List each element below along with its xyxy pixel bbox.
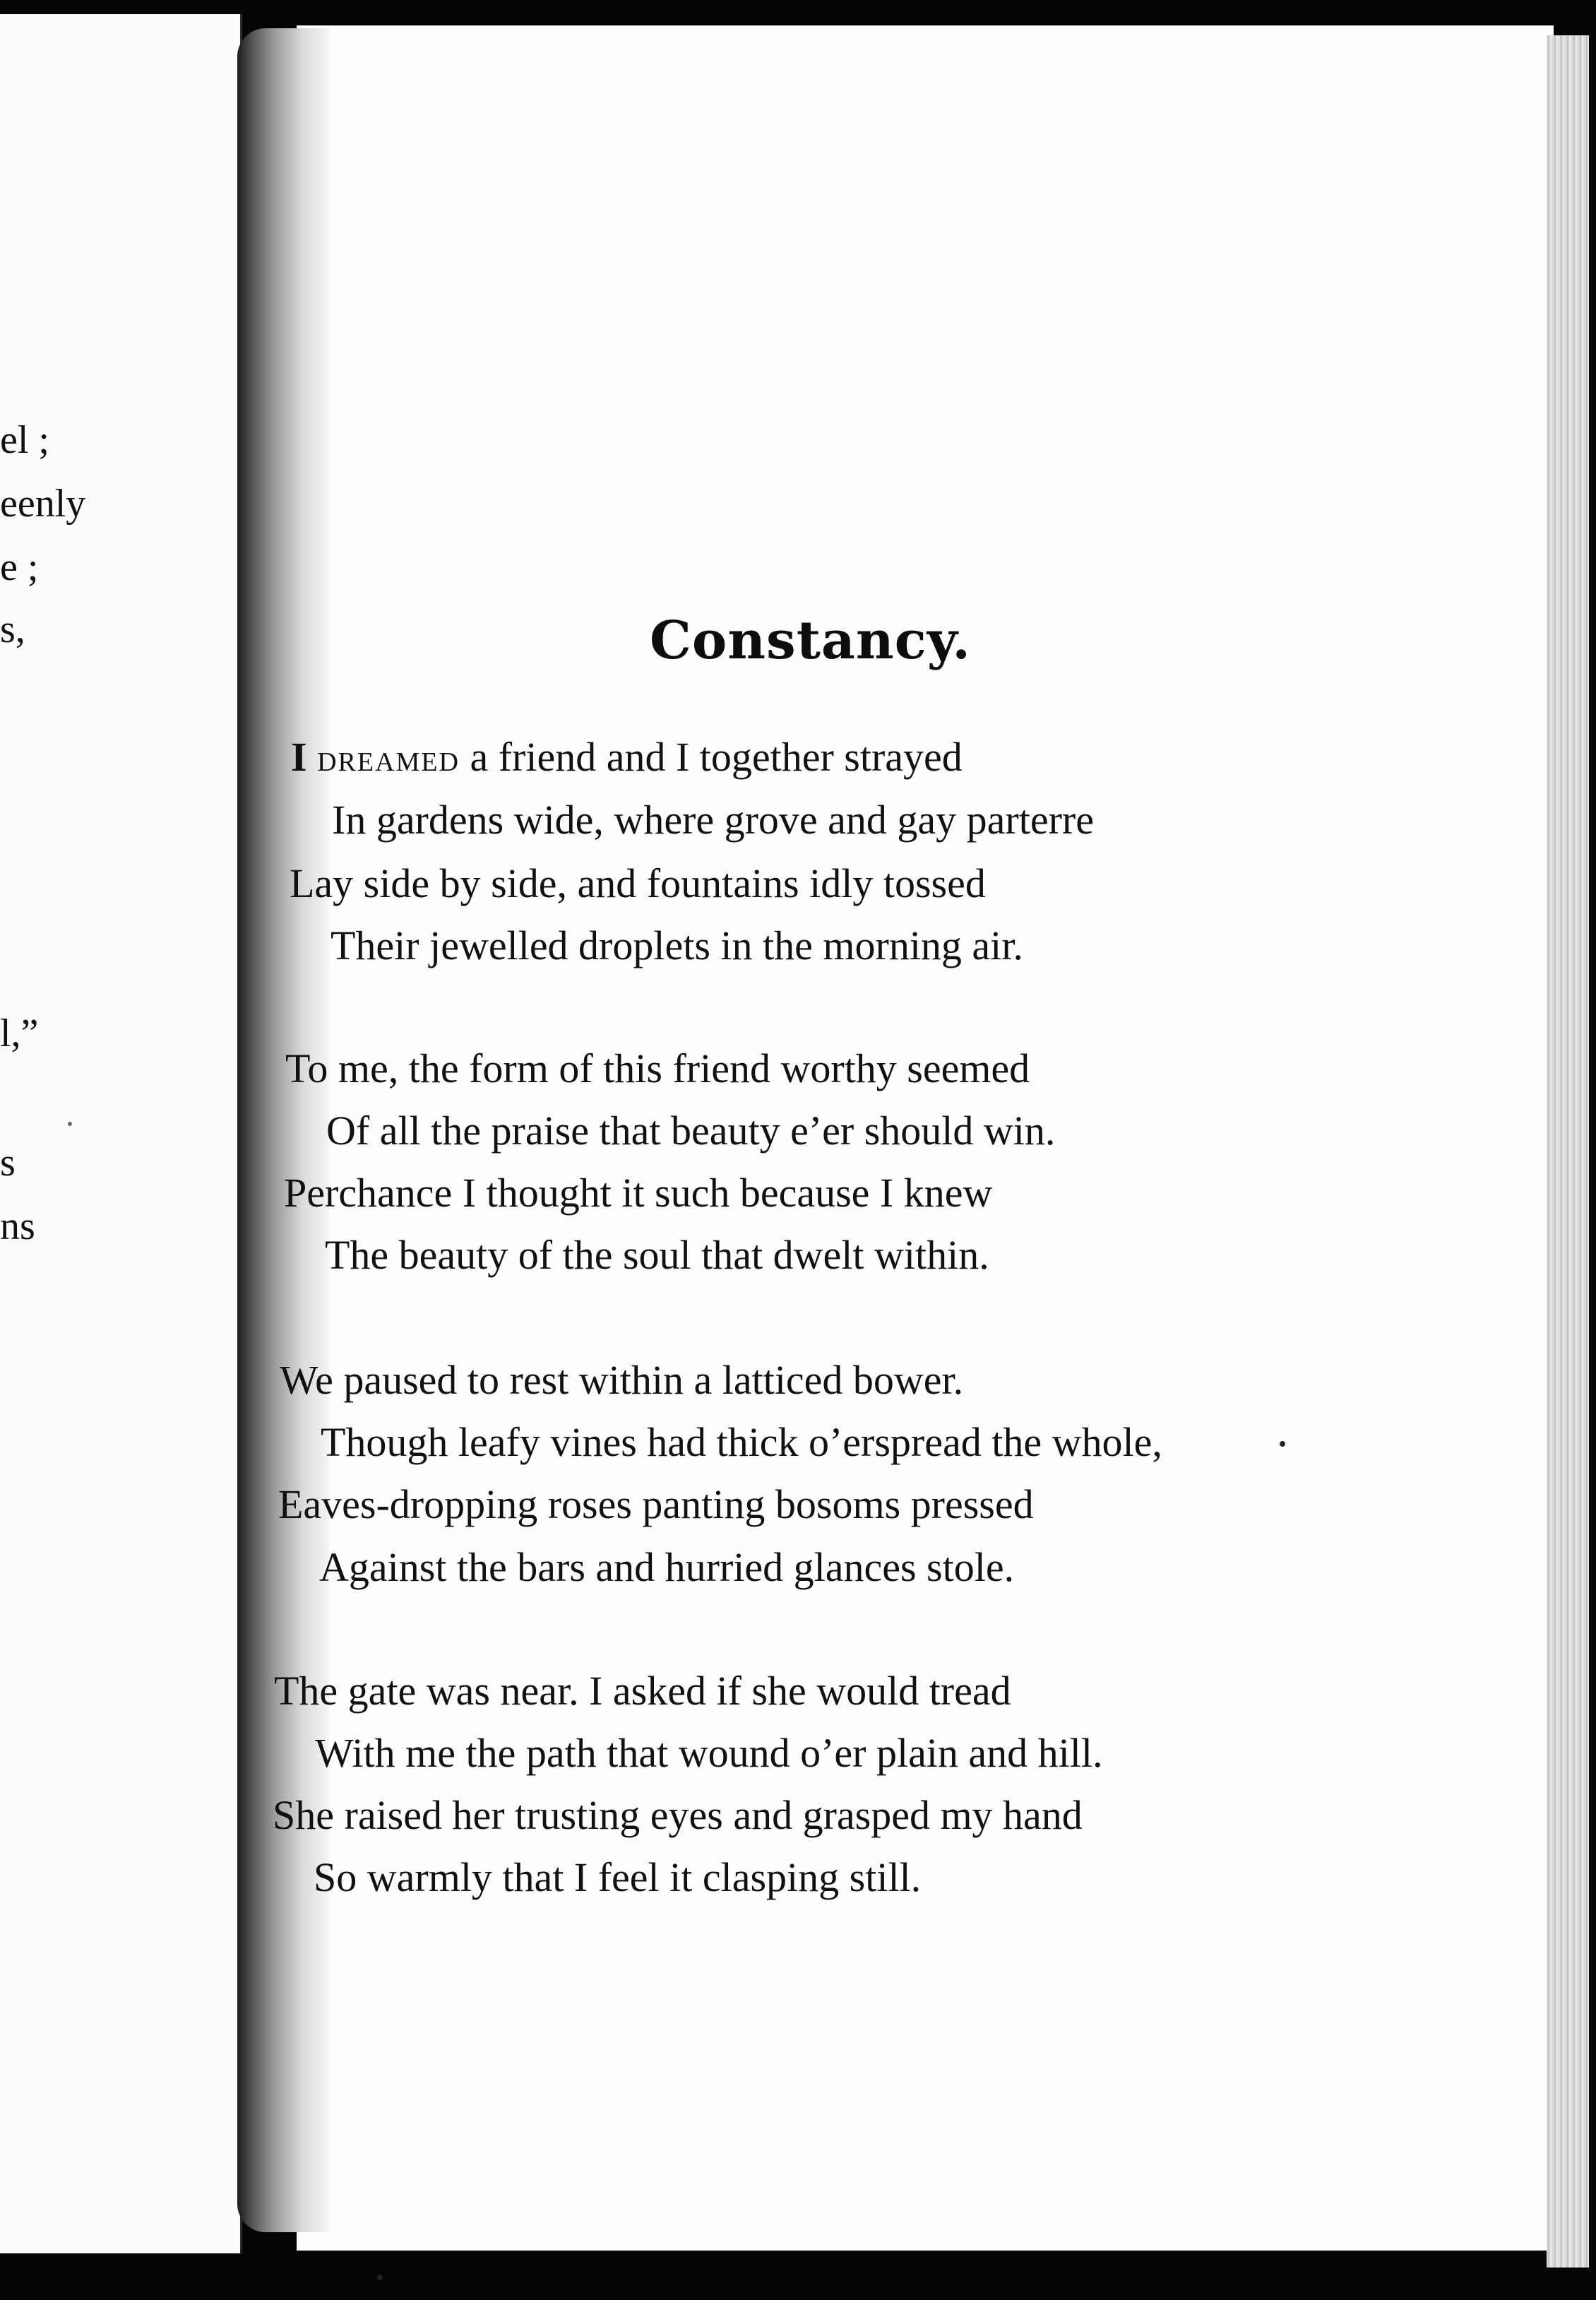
left-page-fragment: el ;: [0, 418, 49, 462]
ink-speck: [377, 2275, 383, 2280]
poem-line-text: a friend and I together strayed: [459, 734, 963, 780]
left-page-fragment: ns: [0, 1204, 35, 1248]
poem-line: Against the bars and hurried glances stole.: [319, 1544, 1015, 1590]
poem-line: To me, the form of this friend worthy seemed: [285, 1045, 1030, 1091]
poem-line: With me the path that wound o’er plain and hill.: [315, 1730, 1103, 1776]
poem-line: Of all the praise that beauty e’er should win.: [326, 1108, 1056, 1154]
poem-line: She raised her trusting eyes and grasped my hand: [273, 1792, 1083, 1838]
poem-line: Eaves-dropping roses panting bosoms pressed: [278, 1481, 1034, 1527]
poem-line: Lay side by side, and fountains idly tossed: [290, 860, 986, 906]
left-page-fragment: e ;: [0, 545, 39, 589]
opening-word: I: [291, 734, 307, 780]
poem-line: In gardens wide, where grove and gay parterre: [332, 797, 1094, 843]
poem-line: The gate was near. I asked if she would tread: [274, 1668, 1011, 1714]
page-edges: [1547, 35, 1589, 2268]
left-facing-page: [0, 14, 242, 2253]
ink-speck: [68, 1122, 72, 1126]
gutter-shadow: [237, 28, 329, 2232]
poem-line: So warmly that I feel it clasping still.: [314, 1854, 922, 1900]
left-page-fragment: eenly: [0, 482, 86, 526]
poem-line: The beauty of the soul that dwelt within.: [325, 1232, 989, 1278]
left-page-fragment: s,: [0, 607, 25, 651]
left-page-fragment: l,”: [0, 1012, 39, 1055]
left-page-fragment: s: [0, 1141, 16, 1185]
poem-line: [291, 734, 963, 780]
poem-line: We paused to rest within a latticed bower.: [280, 1357, 964, 1403]
poem-line: Their jewelled droplets in the morning air.: [330, 923, 1023, 968]
poem-line: Perchance I thought it such because I knew: [284, 1170, 993, 1216]
poem-line: Though leafy vines had thick o’erspread the whole,: [321, 1419, 1162, 1465]
poem-title: Constancy.: [650, 610, 971, 671]
ink-speck: [1280, 1441, 1285, 1447]
opening-smallcaps: dreamed: [317, 737, 460, 779]
